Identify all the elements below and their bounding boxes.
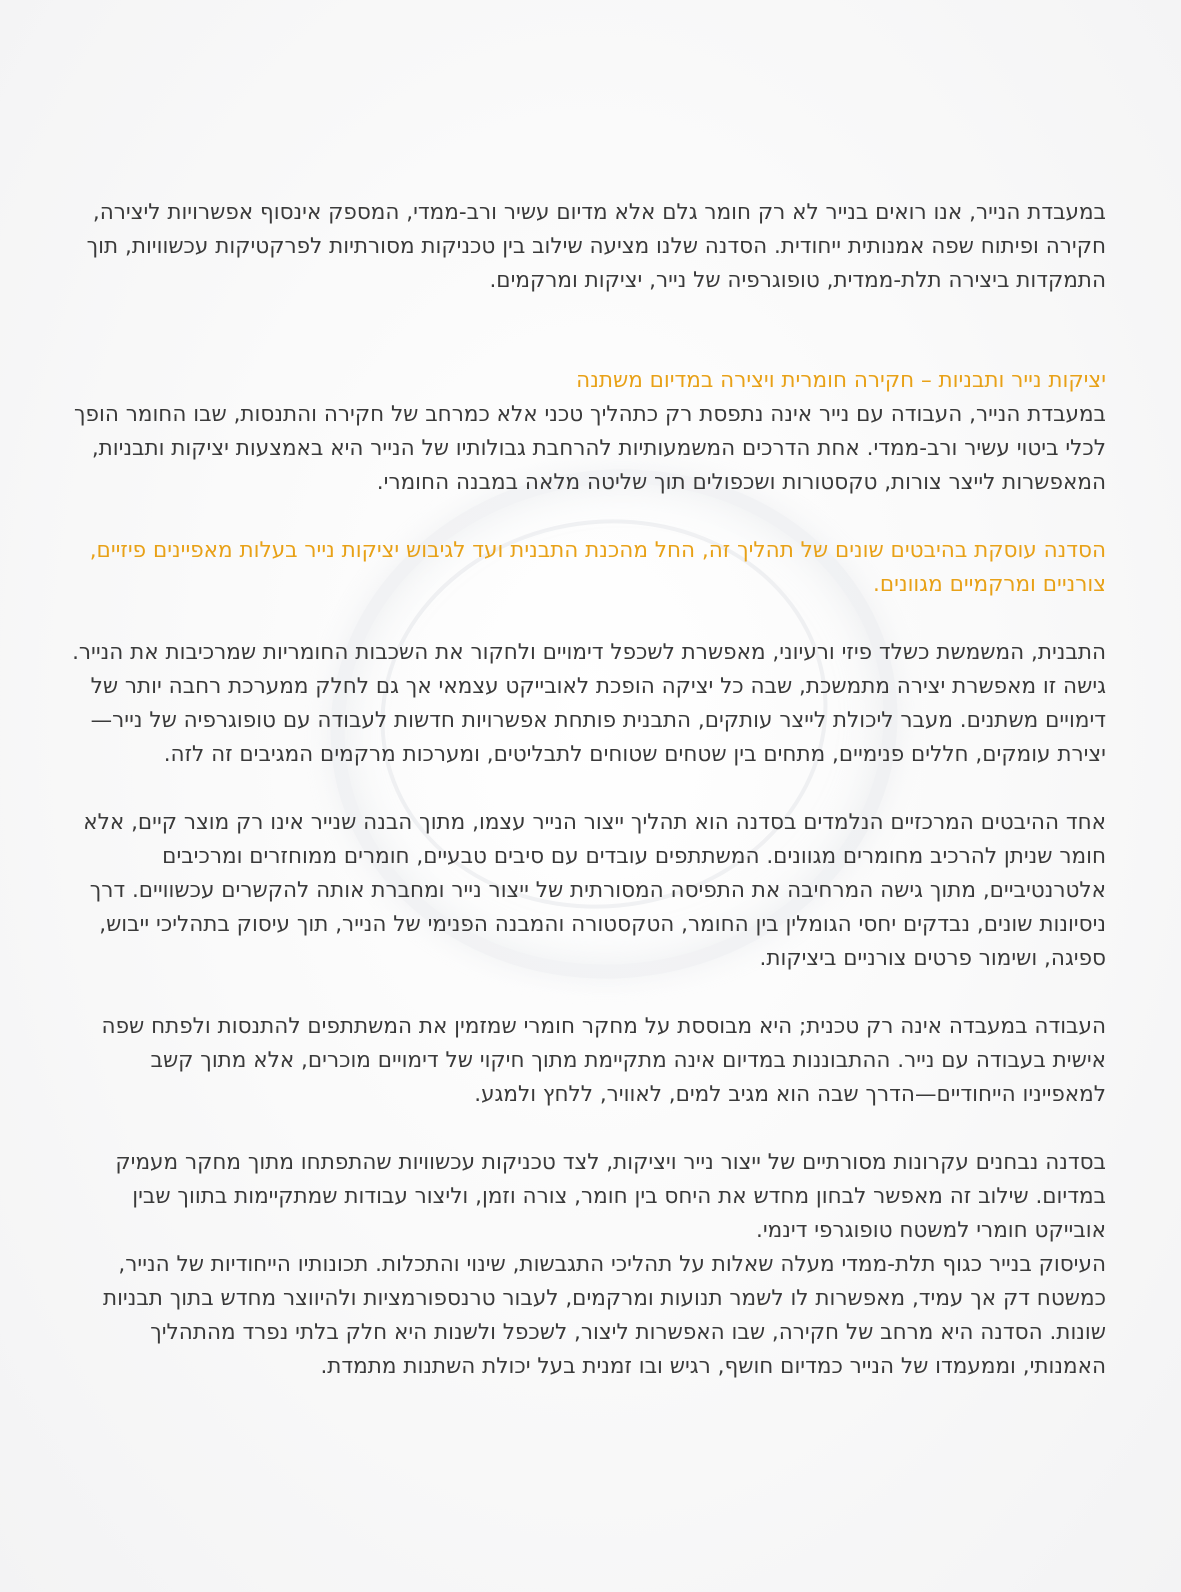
body-paragraph-2: התבנית, המשמשת כשלד פיזי ורעיוני, מאפשרת לשכפל דימויים ולחקור את השכבות החומריות שמרכיבות את הנייר. גישה זו מאפשרת יצירה מתמשכת, שבה כל יציקה הופכת לאובייקט עצמאי אך גם לחלק ממערכת רחבה יותר של דימויים משתנים. מעבר ליכולת לייצר עותקים, התבנית פותחת אפשרויות חדשות לעבודה עם טופוגרפיה של נייר—יצירת עומקים, חללים פנימיים, מתחים בין שטחים שטוחים לתבליטים, ומערכות מרקמים המגיבים זה לזה. — [72, 640, 1106, 767]
body-paragraph-5: בסדנה נבחנים עקרונות מסורתיים של ייצור נייר ויציקות, לצד טכניקות עכשוויות שהתפתחו מתוך מחקר מעמיק במדיום. שילוב זה מאפשר לבחון מחדש את היחס בין חומר, צורה וזמן, וליצור עבודות שמתקיימות בתווך שבין אובייקט חומרי למשטח טופוגרפי דינמי. — [115, 1150, 1106, 1243]
article-body — [66, 196, 1106, 1384]
body-paragraph-4: העבודה במעבדה אינה רק טכנית; היא מבוססת על מחקר חומרי שמזמין את המשתתפים להתנסות ולפתח שפה אישית בעבודה עם נייר. ההתבוננות במדיום אינה מתקיימת מתוך חיקוי של דימויים מוכרים, אלא מתוך קשב למאפייניו הייחודיים—הדרך שבה הוא מגיב למים, לאוויר, ללחץ ולמגע. — [101, 1014, 1106, 1107]
body-paragraph-6: העיסוק בנייר כגוף תלת-ממדי מעלה שאלות על תהליכי התגבשות, שינוי והתכלות. תכונותיו הייחודיות של הנייר, כמשטח דק אך עמיד, מאפשרות לו לשמר תנועות ומרקמים, לעבור טרנספורמציות ולהיווצר מחדש בתוך תבניות שונות. הסדנה היא מרחב של חקירה, שבו האפשרות ליצור, לשכפל ולשנות היא חלק בלתי נפרד מהתהליך האמנותי, וממעמדו של הנייר כמדיום חושף, רגיש ובו זמנית בעל יכולת השתנות מתמדת. — [102, 1252, 1106, 1379]
highlight-paragraph: הסדנה עוסקת בהיבטים שונים של תהליך זה, החל מהכנת התבנית ועד לגיבוש יציקות נייר בעלות מאפיינים פיזיים, צורניים ומרקמיים מגוונים. — [89, 538, 1106, 597]
body-paragraph-1: במעבדת הנייר, העבודה עם נייר אינה נתפסת רק כתהליך טכני אלא כמרחב של חקירה והתנסות, שבו החומר הופך לכלי ביטוי עשיר ורב-ממדי. אחת הדרכים המשמעותיות להרחבת גבולותיו של הנייר היא באמצעות יציקות ותבניות, המאפשרות לייצר צורות, טקסטורות ושכפולים תוך שליטה מלאה במבנה החומרי. — [74, 402, 1106, 495]
body-paragraph-3: אחד ההיבטים המרכזיים הנלמדים בסדנה הוא תהליך ייצור הנייר עצמו, מתוך הבנה שנייר אינו רק מוצר קיים, אלא חומר שניתן להרכיב מחומרים מגוונים. המשתתפים עובדים עם סיבים טבעיים, חומרים ממוחזרים ומרכיבים אלטרנטיביים, מתוך גישה המרחיבה את התפיסה המסורתית של ייצור נייר ומחברת אותה להקשרים עכשוויים. דרך ניסיונות שונים, נבדקים יחסי הגומלין בין החומר, הטקסטורה והמבנה הפנימי של הנייר, תוך עיסוק בתהליכי ייבוש, ספיגה, ושימור פרטים צורניים ביציקות. — [83, 810, 1106, 971]
section-heading: יציקות נייר ותבניות – חקירה חומרית ויצירה במדיום משתנה — [576, 368, 1106, 393]
intro-paragraph: במעבדת הנייר, אנו רואים בנייר לא רק חומר גלם אלא מדיום עשיר ורב-ממדי, המספק אינסוף אפשרויות ליצירה, חקירה ופיתוח שפה אמנותית ייחודית. הסדנה שלנו מציעה שילוב בין טכניקות מסורתיות לפרקטיקות עכשוויות, תוך התמקדות ביצירה תלת-ממדית, טופוגרפיה של נייר, יציקות ומרקמים. — [86, 200, 1106, 293]
